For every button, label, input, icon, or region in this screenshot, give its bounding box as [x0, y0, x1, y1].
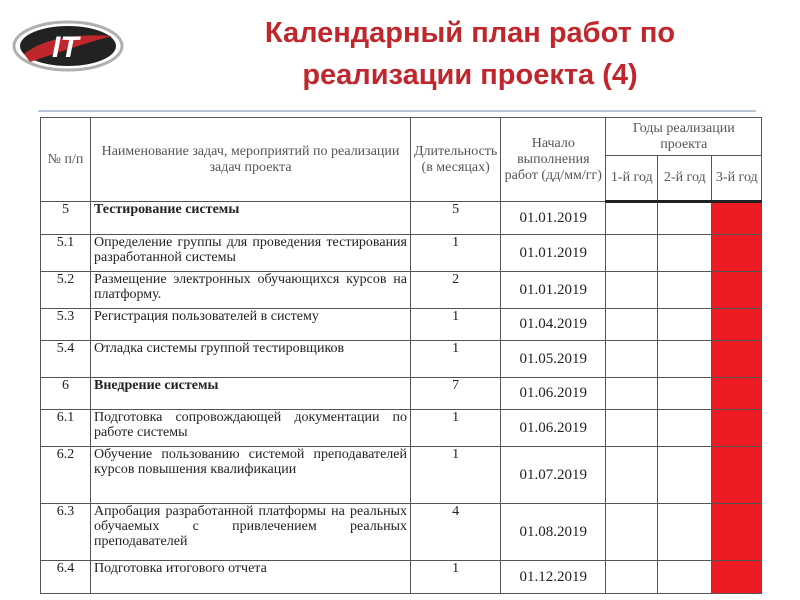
row-duration: 1 — [411, 447, 501, 504]
row-year-3-cell — [712, 235, 762, 272]
title-line-1: Календарный план работ по — [264, 17, 676, 49]
row-start-date: 01.01.2019 — [501, 272, 606, 309]
table-row — [41, 504, 762, 561]
row-year-3-cell — [712, 561, 762, 594]
row-duration: 1 — [411, 309, 501, 341]
header-year-3: 3-й год — [712, 156, 762, 202]
row-task-name: Подготовка итогового отчета — [91, 561, 411, 594]
table-row — [41, 272, 762, 309]
row-year-3-cell — [712, 341, 762, 378]
row-duration: 1 — [411, 410, 501, 447]
header-duration: Длительность (в месяцах) — [411, 118, 501, 202]
row-task-name: Подготовка сопровождающей документации по работе системы — [91, 410, 411, 447]
row-number: 6.1 — [41, 410, 91, 447]
row-duration: 7 — [411, 378, 501, 410]
row-year-1-cell — [606, 235, 658, 272]
row-number: 5.2 — [41, 272, 91, 309]
row-duration: 4 — [411, 504, 501, 561]
row-duration: 1 — [411, 561, 501, 594]
row-year-2-cell — [658, 235, 712, 272]
row-year-2-cell — [658, 561, 712, 594]
header-num: № п/п — [41, 118, 91, 202]
row-number: 5.1 — [41, 235, 91, 272]
row-year-3-cell — [712, 410, 762, 447]
row-task-name: Обучение пользованию системой преподавателей курсов повышения квалификации — [91, 447, 411, 504]
row-year-2-cell — [658, 202, 712, 235]
row-duration: 5 — [411, 202, 501, 235]
row-year-3-cell — [712, 378, 762, 410]
row-year-2-cell — [658, 447, 712, 504]
row-year-1-cell — [606, 378, 658, 410]
divider — [38, 110, 756, 112]
row-duration: 1 — [411, 235, 501, 272]
row-year-2-cell — [658, 410, 712, 447]
row-task-name: Регистрация пользователей в систему — [91, 309, 411, 341]
row-year-2-cell — [658, 504, 712, 561]
header-year-2: 2-й год — [658, 156, 712, 202]
table-row — [41, 341, 762, 378]
row-task-name: Внедрение системы — [91, 378, 411, 410]
row-start-date: 01.01.2019 — [501, 235, 606, 272]
title-line-2: реализации проекта (4) — [302, 59, 638, 91]
row-year-1-cell — [606, 272, 658, 309]
row-start-date: 01.07.2019 — [501, 447, 606, 504]
schedule-table — [40, 117, 762, 594]
header-year-1: 1-й год — [606, 156, 658, 202]
row-year-3-cell — [712, 272, 762, 309]
row-year-3-cell — [712, 309, 762, 341]
row-year-1-cell — [606, 410, 658, 447]
logo-text: IT — [52, 31, 79, 64]
row-duration: 1 — [411, 341, 501, 378]
row-number: 5.3 — [41, 309, 91, 341]
company-logo — [12, 14, 130, 74]
table-row — [41, 235, 762, 272]
row-start-date: 01.05.2019 — [501, 341, 606, 378]
header-name: Наименование задач, мероприятий по реализации задач проекта — [91, 118, 411, 202]
row-year-1-cell — [606, 561, 658, 594]
row-number: 6.4 — [41, 561, 91, 594]
table-row — [41, 561, 762, 594]
row-start-date: 01.06.2019 — [501, 378, 606, 410]
header-start: Начало выполнения работ (дд/мм/гг) — [501, 118, 606, 202]
row-task-name: Размещение электронных обучающихся курсов на платформу. — [91, 272, 411, 309]
row-number: 5 — [41, 202, 91, 235]
row-task-name: Отладка системы группой тестировщиков — [91, 341, 411, 378]
row-start-date: 01.06.2019 — [501, 410, 606, 447]
row-year-3-cell — [712, 202, 762, 235]
row-task-name: Апробация разработанной платформы на реальных обучаемых с привлечением реальных преподавателей — [91, 504, 411, 561]
row-task-name: Тестирование системы — [91, 202, 411, 235]
slide-title — [150, 12, 790, 96]
row-number: 6 — [41, 378, 91, 410]
row-year-2-cell — [658, 378, 712, 410]
table-row — [41, 447, 762, 504]
row-start-date: 01.08.2019 — [501, 504, 606, 561]
header-years: Годы реализации проекта — [606, 118, 762, 156]
table-row — [41, 309, 762, 341]
row-task-name: Определение группы для проведения тестирования разработанной системы — [91, 235, 411, 272]
row-year-1-cell — [606, 447, 658, 504]
row-year-2-cell — [658, 309, 712, 341]
table-row — [41, 202, 762, 235]
table-row — [41, 378, 762, 410]
row-year-3-cell — [712, 504, 762, 561]
row-year-2-cell — [658, 341, 712, 378]
row-year-1-cell — [606, 309, 658, 341]
row-duration: 2 — [411, 272, 501, 309]
row-year-2-cell — [658, 272, 712, 309]
row-number: 6.2 — [41, 447, 91, 504]
row-start-date: 01.12.2019 — [501, 561, 606, 594]
row-year-1-cell — [606, 341, 658, 378]
row-number: 5.4 — [41, 341, 91, 378]
row-year-1-cell — [606, 504, 658, 561]
row-start-date: 01.04.2019 — [501, 309, 606, 341]
row-start-date: 01.01.2019 — [501, 202, 606, 235]
row-year-3-cell — [712, 447, 762, 504]
table-body — [41, 202, 762, 594]
row-number: 6.3 — [41, 504, 91, 561]
table-row — [41, 410, 762, 447]
row-year-1-cell — [606, 202, 658, 235]
